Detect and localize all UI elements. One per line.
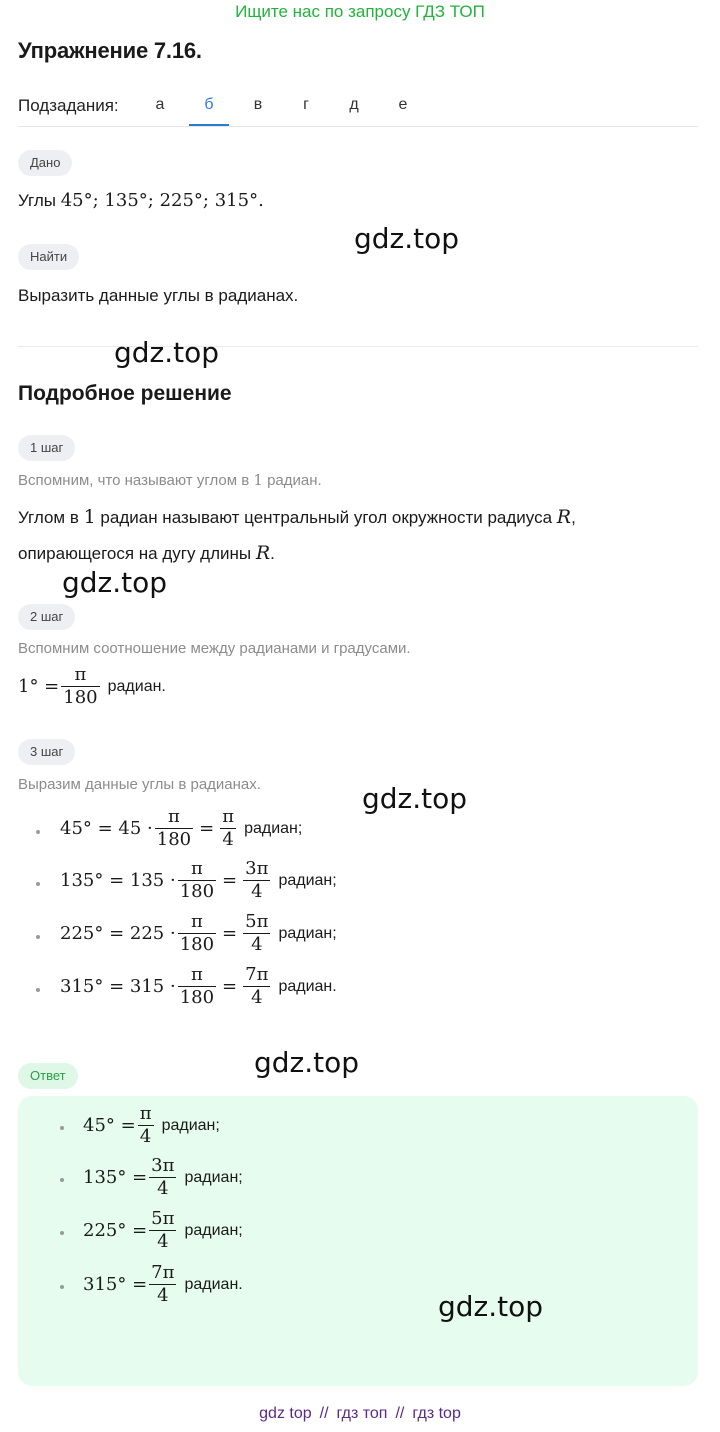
item-fraction	[178, 964, 216, 1009]
fraction-denominator: 4	[222, 829, 234, 850]
step3-hint: Выразим данные углы в радианах.	[18, 776, 261, 793]
fraction-denominator: 4	[251, 881, 263, 902]
find-text: Выразить данные углы в радианах.	[18, 286, 299, 305]
item-fraction	[155, 806, 193, 851]
tab-g[interactable]: г	[303, 96, 309, 113]
footer-link-gdz-top-ru[interactable]: гдз топ	[336, 1405, 388, 1422]
step3-item-4	[60, 964, 337, 1009]
fraction-denominator: 180	[179, 934, 215, 955]
item-eq: =	[222, 870, 238, 891]
answer-item-3	[83, 1208, 243, 1253]
list-bullet	[36, 988, 40, 992]
item-lhs: 225° =	[83, 1220, 148, 1241]
step1-line2-a: опирающегося на дугу длины	[18, 544, 256, 563]
step1-line2-c: .	[270, 544, 275, 563]
step1-hint-suffix: радиан.	[262, 472, 322, 489]
item-word: радиан.	[184, 1275, 243, 1293]
item-word: радиан;	[184, 1168, 243, 1186]
fraction-numerator: π	[139, 1103, 152, 1124]
item-fraction	[178, 858, 216, 903]
step2-formula	[18, 664, 166, 709]
step1-line1-c: ,	[571, 508, 576, 527]
find-pill: Найти	[18, 244, 79, 270]
step3-item-2	[60, 858, 337, 903]
step1-line1-num: 1	[83, 506, 96, 528]
footer-link-gdz-top-mixed[interactable]: гдз top	[412, 1405, 461, 1422]
footer-links	[0, 1405, 720, 1423]
item-lhs: 45° = 45 ·	[60, 818, 153, 839]
answer-item-4	[83, 1262, 243, 1307]
watermark: gdz.top	[114, 336, 220, 369]
item-lhs: 135° = 135 ·	[60, 870, 176, 891]
given-pill: Дано	[18, 150, 72, 176]
answer-item-1	[83, 1103, 220, 1148]
fraction-numerator: 5π	[245, 911, 269, 932]
list-bullet	[60, 1231, 64, 1235]
item-word: радиан;	[161, 1116, 220, 1134]
item-result-fraction	[243, 858, 270, 903]
step1-hint-num: 1	[253, 471, 263, 489]
list-bullet	[36, 882, 40, 886]
answer-item-2	[83, 1155, 243, 1200]
fraction-denominator: 180	[63, 687, 98, 708]
step1-line1	[18, 506, 576, 528]
step2-word: радиан.	[107, 677, 166, 695]
list-bullet	[60, 1285, 64, 1289]
item-result-fraction	[243, 964, 270, 1009]
step1-line1-b: радиан называют центральный угол окружности радиуса	[95, 508, 557, 527]
tab-d[interactable]: д	[349, 96, 359, 113]
top-banner[interactable]: Ищите нас по запросу ГДЗ ТОП	[235, 2, 485, 21]
fraction-numerator: 7π	[245, 964, 269, 985]
fraction-numerator: π	[61, 664, 99, 687]
step3-item-1	[60, 806, 302, 851]
fraction-denominator: 4	[139, 1126, 152, 1147]
fraction-numerator: π	[155, 806, 193, 829]
item-fraction	[149, 1155, 176, 1200]
step2-hint: Вспомним соотношение между радианами и градусами.	[18, 640, 411, 657]
solution-title: Подробное решение	[18, 382, 232, 405]
fraction-numerator: 7π	[151, 1262, 175, 1283]
item-fraction	[149, 1208, 176, 1253]
fraction-denominator: 4	[251, 987, 263, 1008]
subtasks-bar	[18, 92, 698, 127]
footer-separator: //	[319, 1405, 329, 1422]
subtasks-label: Подзадания:	[18, 96, 119, 115]
step3-item-3	[60, 911, 337, 956]
step1-line1-var: R	[556, 506, 572, 528]
item-result-fraction	[243, 911, 270, 956]
step1-pill: 1 шаг	[18, 435, 75, 461]
fraction-denominator: 180	[156, 829, 192, 850]
tab-e[interactable]: е	[398, 96, 408, 113]
watermark: gdz.top	[362, 782, 468, 815]
page-title: Упражнение 7.16.	[18, 38, 202, 63]
watermark: gdz.top	[354, 222, 460, 255]
step3-pill: 3 шаг	[18, 739, 75, 765]
list-bullet	[60, 1126, 64, 1130]
fraction-numerator: 3π	[245, 858, 269, 879]
item-lhs: 225° = 225 ·	[60, 923, 176, 944]
answer-box	[18, 1096, 698, 1386]
fraction-numerator: π	[178, 964, 216, 987]
fraction-denominator: 4	[157, 1178, 169, 1199]
watermark: gdz.top	[62, 566, 168, 599]
watermark: gdz.top	[254, 1046, 360, 1079]
step1-line1-a: Углом в	[18, 508, 84, 527]
answer-pill: Ответ	[18, 1063, 78, 1089]
footer-link-gdz-top[interactable]: gdz top	[259, 1405, 312, 1422]
item-lhs: 315° =	[83, 1274, 148, 1295]
step1-hint-prefix: Вспомним, что называют углом в	[18, 472, 254, 489]
tab-b[interactable]: б	[189, 96, 229, 126]
given-prefix: Углы	[18, 191, 61, 210]
item-lhs: 45° =	[83, 1115, 136, 1136]
fraction-denominator: 4	[157, 1231, 169, 1252]
step1-line2-var: R	[255, 542, 271, 564]
fraction-numerator: π	[178, 858, 216, 881]
given-text	[18, 190, 264, 211]
list-bullet	[36, 935, 40, 939]
fraction-denominator: 180	[179, 987, 215, 1008]
fraction-numerator: 3π	[151, 1155, 175, 1176]
fraction-denominator: 180	[179, 881, 215, 902]
item-word: радиан;	[278, 924, 337, 942]
step1-line2	[18, 542, 275, 564]
tab-a[interactable]: а	[155, 96, 165, 113]
item-lhs: 135° =	[83, 1167, 148, 1188]
item-result-fraction	[220, 806, 236, 851]
item-word: радиан;	[278, 871, 337, 889]
item-word: радиан;	[244, 819, 303, 837]
item-fraction	[138, 1103, 154, 1148]
fraction-numerator: π	[178, 911, 216, 934]
list-bullet	[60, 1178, 64, 1182]
fraction-denominator: 4	[251, 934, 263, 955]
item-word: радиан.	[278, 977, 337, 995]
footer-separator: //	[395, 1405, 405, 1422]
item-fraction	[178, 911, 216, 956]
watermark: gdz.top	[438, 1290, 544, 1323]
list-bullet	[36, 830, 40, 834]
fraction-numerator: 5π	[151, 1208, 175, 1229]
step1-hint	[18, 471, 322, 489]
tab-v[interactable]: в	[253, 96, 263, 113]
fraction-numerator: π	[222, 806, 235, 827]
item-eq: =	[199, 818, 215, 839]
item-word: радиан;	[184, 1221, 243, 1239]
step2-fraction	[61, 664, 99, 709]
fraction-denominator: 4	[157, 1285, 169, 1306]
step2-pill: 2 шаг	[18, 604, 75, 630]
given-angles: 45°; 135°; 225°; 315°.	[60, 190, 264, 211]
item-fraction	[149, 1262, 176, 1307]
step2-lhs: 1° =	[18, 676, 60, 697]
item-eq: =	[222, 976, 238, 997]
item-lhs: 315° = 315 ·	[60, 976, 176, 997]
item-eq: =	[222, 923, 238, 944]
